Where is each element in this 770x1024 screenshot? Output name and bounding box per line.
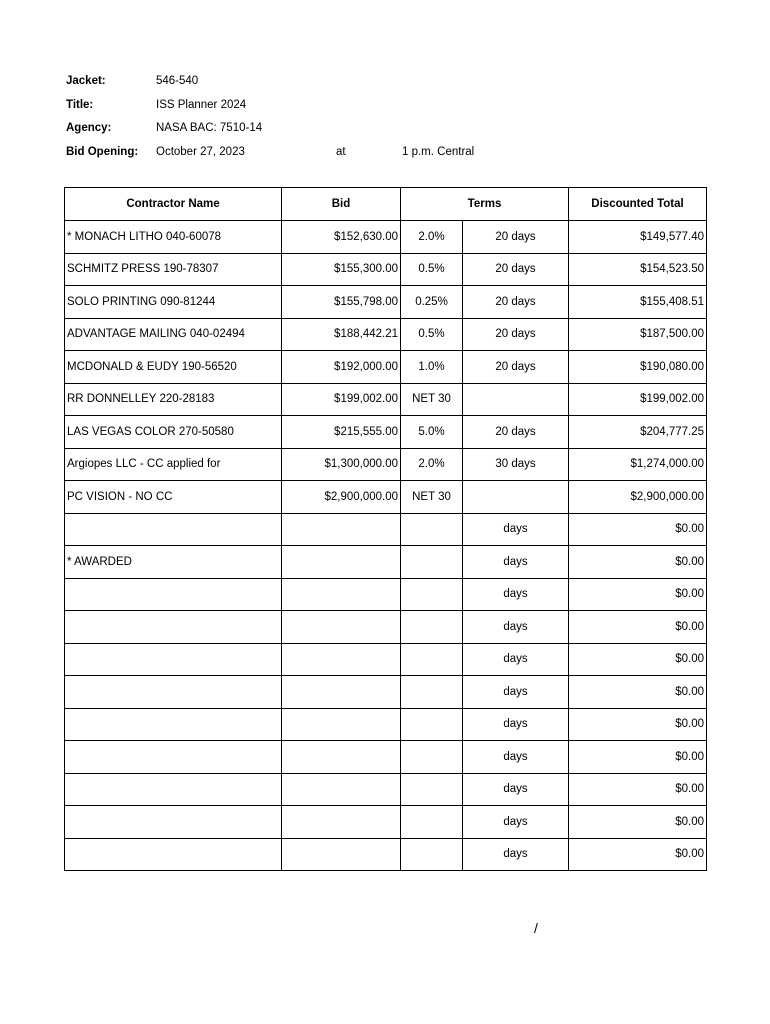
bid-amount-cell bbox=[282, 708, 401, 741]
contractor-name-cell bbox=[65, 708, 282, 741]
discounted-total-cell: $0.00 bbox=[569, 513, 707, 546]
contractor-name-cell bbox=[65, 773, 282, 806]
contractor-name-cell bbox=[65, 806, 282, 839]
terms-discount-cell bbox=[401, 611, 463, 644]
contractor-name-cell: MCDONALD & EUDY 190-56520 bbox=[65, 351, 282, 384]
terms-days-cell: days bbox=[463, 676, 569, 709]
terms-discount-cell bbox=[401, 513, 463, 546]
bid-amount-cell: $155,798.00 bbox=[282, 286, 401, 319]
discounted-total-cell: $149,577.40 bbox=[569, 221, 707, 254]
discounted-total-cell: $0.00 bbox=[569, 838, 707, 871]
terms-days-cell: 20 days bbox=[463, 253, 569, 286]
jacket-value: 546-540 bbox=[156, 75, 199, 87]
table-row bbox=[65, 318, 707, 351]
contractor-name-cell: PC VISION - NO CC bbox=[65, 481, 282, 514]
table-row bbox=[65, 221, 707, 254]
bid-amount-cell bbox=[282, 513, 401, 546]
terms-days-cell: days bbox=[463, 546, 569, 579]
contractor-name-cell bbox=[65, 741, 282, 774]
discounted-total-cell: $0.00 bbox=[569, 546, 707, 579]
table-row bbox=[65, 741, 707, 774]
discounted-total-cell: $190,080.00 bbox=[569, 351, 707, 384]
bid-amount-cell: $188,442.21 bbox=[282, 318, 401, 351]
terms-days-cell: 30 days bbox=[463, 448, 569, 481]
bid-opening-at: at bbox=[336, 145, 346, 158]
discounted-total-cell: $2,900,000.00 bbox=[569, 481, 707, 514]
bid-amount-cell: $155,300.00 bbox=[282, 253, 401, 286]
terms-days-cell bbox=[463, 481, 569, 514]
contractor-name-cell: RR DONNELLEY 220-28183 bbox=[65, 383, 282, 416]
discounted-total-cell: $0.00 bbox=[569, 773, 707, 806]
contractor-name-cell: Argiopes LLC - CC applied for bbox=[65, 448, 282, 481]
terms-discount-cell: 0.5% bbox=[401, 318, 463, 351]
terms-discount-cell bbox=[401, 676, 463, 709]
table-row bbox=[65, 286, 707, 319]
table-row bbox=[65, 253, 707, 286]
terms-days-cell: days bbox=[463, 513, 569, 546]
discounted-total-cell: $199,002.00 bbox=[569, 383, 707, 416]
agency-value: NASA BAC: 7510-14 bbox=[156, 122, 263, 134]
bid-amount-cell: $1,300,000.00 bbox=[282, 448, 401, 481]
bid-opening-date: October 27, 2023 bbox=[156, 145, 245, 158]
discounted-total-cell: $0.00 bbox=[569, 806, 707, 839]
terms-discount-cell: NET 30 bbox=[401, 383, 463, 416]
terms-days-cell: 20 days bbox=[463, 318, 569, 351]
discounted-total-cell: $155,408.51 bbox=[569, 286, 707, 319]
terms-days-cell: days bbox=[463, 806, 569, 839]
table-row bbox=[65, 643, 707, 676]
table-row bbox=[65, 838, 707, 871]
terms-days-cell bbox=[463, 383, 569, 416]
terms-days-cell: 20 days bbox=[463, 221, 569, 254]
contractor-name-cell bbox=[65, 676, 282, 709]
terms-discount-cell: 2.0% bbox=[401, 448, 463, 481]
terms-days-cell: days bbox=[463, 773, 569, 806]
bid-amount-cell: $2,900,000.00 bbox=[282, 481, 401, 514]
discounted-total-cell: $0.00 bbox=[569, 611, 707, 644]
discounted-total-cell: $0.00 bbox=[569, 578, 707, 611]
table-row bbox=[65, 383, 707, 416]
bid-opening-label: Bid Opening: bbox=[66, 145, 139, 158]
terms-discount-cell bbox=[401, 838, 463, 871]
terms-days-cell: days bbox=[463, 838, 569, 871]
bid-amount-cell: $215,555.00 bbox=[282, 416, 401, 449]
terms-discount-cell bbox=[401, 643, 463, 676]
terms-discount-cell: 0.25% bbox=[401, 286, 463, 319]
table-row bbox=[65, 708, 707, 741]
terms-days-cell: days bbox=[463, 643, 569, 676]
bid-amount-cell bbox=[282, 578, 401, 611]
table-row bbox=[65, 676, 707, 709]
terms-discount-cell bbox=[401, 578, 463, 611]
column-header-bid: Bid bbox=[282, 188, 401, 221]
discounted-total-cell: $204,777.25 bbox=[569, 416, 707, 449]
contractor-name-cell bbox=[65, 838, 282, 871]
contractor-name-cell: ADVANTAGE MAILING 040-02494 bbox=[65, 318, 282, 351]
contractor-name-cell bbox=[65, 643, 282, 676]
bid-amount-cell: $199,002.00 bbox=[282, 383, 401, 416]
contractor-name-cell: SCHMITZ PRESS 190-78307 bbox=[65, 253, 282, 286]
table-row bbox=[65, 513, 707, 546]
table-header-row bbox=[65, 188, 707, 221]
table-row bbox=[65, 351, 707, 384]
contractor-name-cell: SOLO PRINTING 090-81244 bbox=[65, 286, 282, 319]
terms-discount-cell bbox=[401, 708, 463, 741]
contractor-name-cell bbox=[65, 578, 282, 611]
bid-amount-cell: $192,000.00 bbox=[282, 351, 401, 384]
terms-discount-cell: 1.0% bbox=[401, 351, 463, 384]
contractor-name-cell: * MONACH LITHO 040-60078 bbox=[65, 221, 282, 254]
terms-discount-cell: NET 30 bbox=[401, 481, 463, 514]
table-row bbox=[65, 546, 707, 579]
terms-discount-cell bbox=[401, 773, 463, 806]
table-row bbox=[65, 448, 707, 481]
discounted-total-cell: $0.00 bbox=[569, 708, 707, 741]
table-row bbox=[65, 611, 707, 644]
title-label: Title: bbox=[66, 98, 94, 111]
column-header-total: Discounted Total bbox=[569, 188, 707, 221]
bid-amount-cell bbox=[282, 741, 401, 774]
terms-days-cell: 20 days bbox=[463, 351, 569, 384]
terms-days-cell: days bbox=[463, 611, 569, 644]
bid-amount-cell bbox=[282, 611, 401, 644]
bid-amount-cell bbox=[282, 546, 401, 579]
discounted-total-cell: $0.00 bbox=[569, 676, 707, 709]
discounted-total-cell: $187,500.00 bbox=[569, 318, 707, 351]
table-row bbox=[65, 806, 707, 839]
page-slash: / bbox=[534, 920, 538, 936]
bid-table bbox=[64, 187, 707, 871]
bid-amount-cell bbox=[282, 643, 401, 676]
contractor-name-cell: * AWARDED bbox=[65, 546, 282, 579]
discounted-total-cell: $0.00 bbox=[569, 741, 707, 774]
discounted-total-cell: $1,274,000.00 bbox=[569, 448, 707, 481]
table-row bbox=[65, 578, 707, 611]
title-value: ISS Planner 2024 bbox=[156, 98, 247, 111]
bid-amount-cell bbox=[282, 773, 401, 806]
column-header-contractor: Contractor Name bbox=[65, 188, 282, 221]
jacket-label: Jacket: bbox=[66, 75, 106, 87]
contractor-name-cell bbox=[65, 513, 282, 546]
terms-days-cell: days bbox=[463, 741, 569, 774]
terms-discount-cell: 2.0% bbox=[401, 221, 463, 254]
terms-discount-cell: 0.5% bbox=[401, 253, 463, 286]
terms-days-cell: days bbox=[463, 578, 569, 611]
terms-days-cell: 20 days bbox=[463, 416, 569, 449]
bid-opening-time: 1 p.m. Central bbox=[402, 145, 475, 158]
bid-amount-cell bbox=[282, 806, 401, 839]
bid-amount-cell: $152,630.00 bbox=[282, 221, 401, 254]
discounted-total-cell: $154,523.50 bbox=[569, 253, 707, 286]
terms-discount-cell bbox=[401, 806, 463, 839]
discounted-total-cell: $0.00 bbox=[569, 643, 707, 676]
bid-amount-cell bbox=[282, 676, 401, 709]
terms-discount-cell: 5.0% bbox=[401, 416, 463, 449]
terms-discount-cell bbox=[401, 546, 463, 579]
terms-days-cell: 20 days bbox=[463, 286, 569, 319]
column-header-terms: Terms bbox=[401, 188, 569, 221]
bid-amount-cell bbox=[282, 838, 401, 871]
terms-days-cell: days bbox=[463, 708, 569, 741]
terms-discount-cell bbox=[401, 741, 463, 774]
table-row bbox=[65, 773, 707, 806]
agency-label: Agency: bbox=[66, 122, 112, 134]
contractor-name-cell bbox=[65, 611, 282, 644]
table-row bbox=[65, 481, 707, 514]
table-row bbox=[65, 416, 707, 449]
contractor-name-cell: LAS VEGAS COLOR 270-50580 bbox=[65, 416, 282, 449]
